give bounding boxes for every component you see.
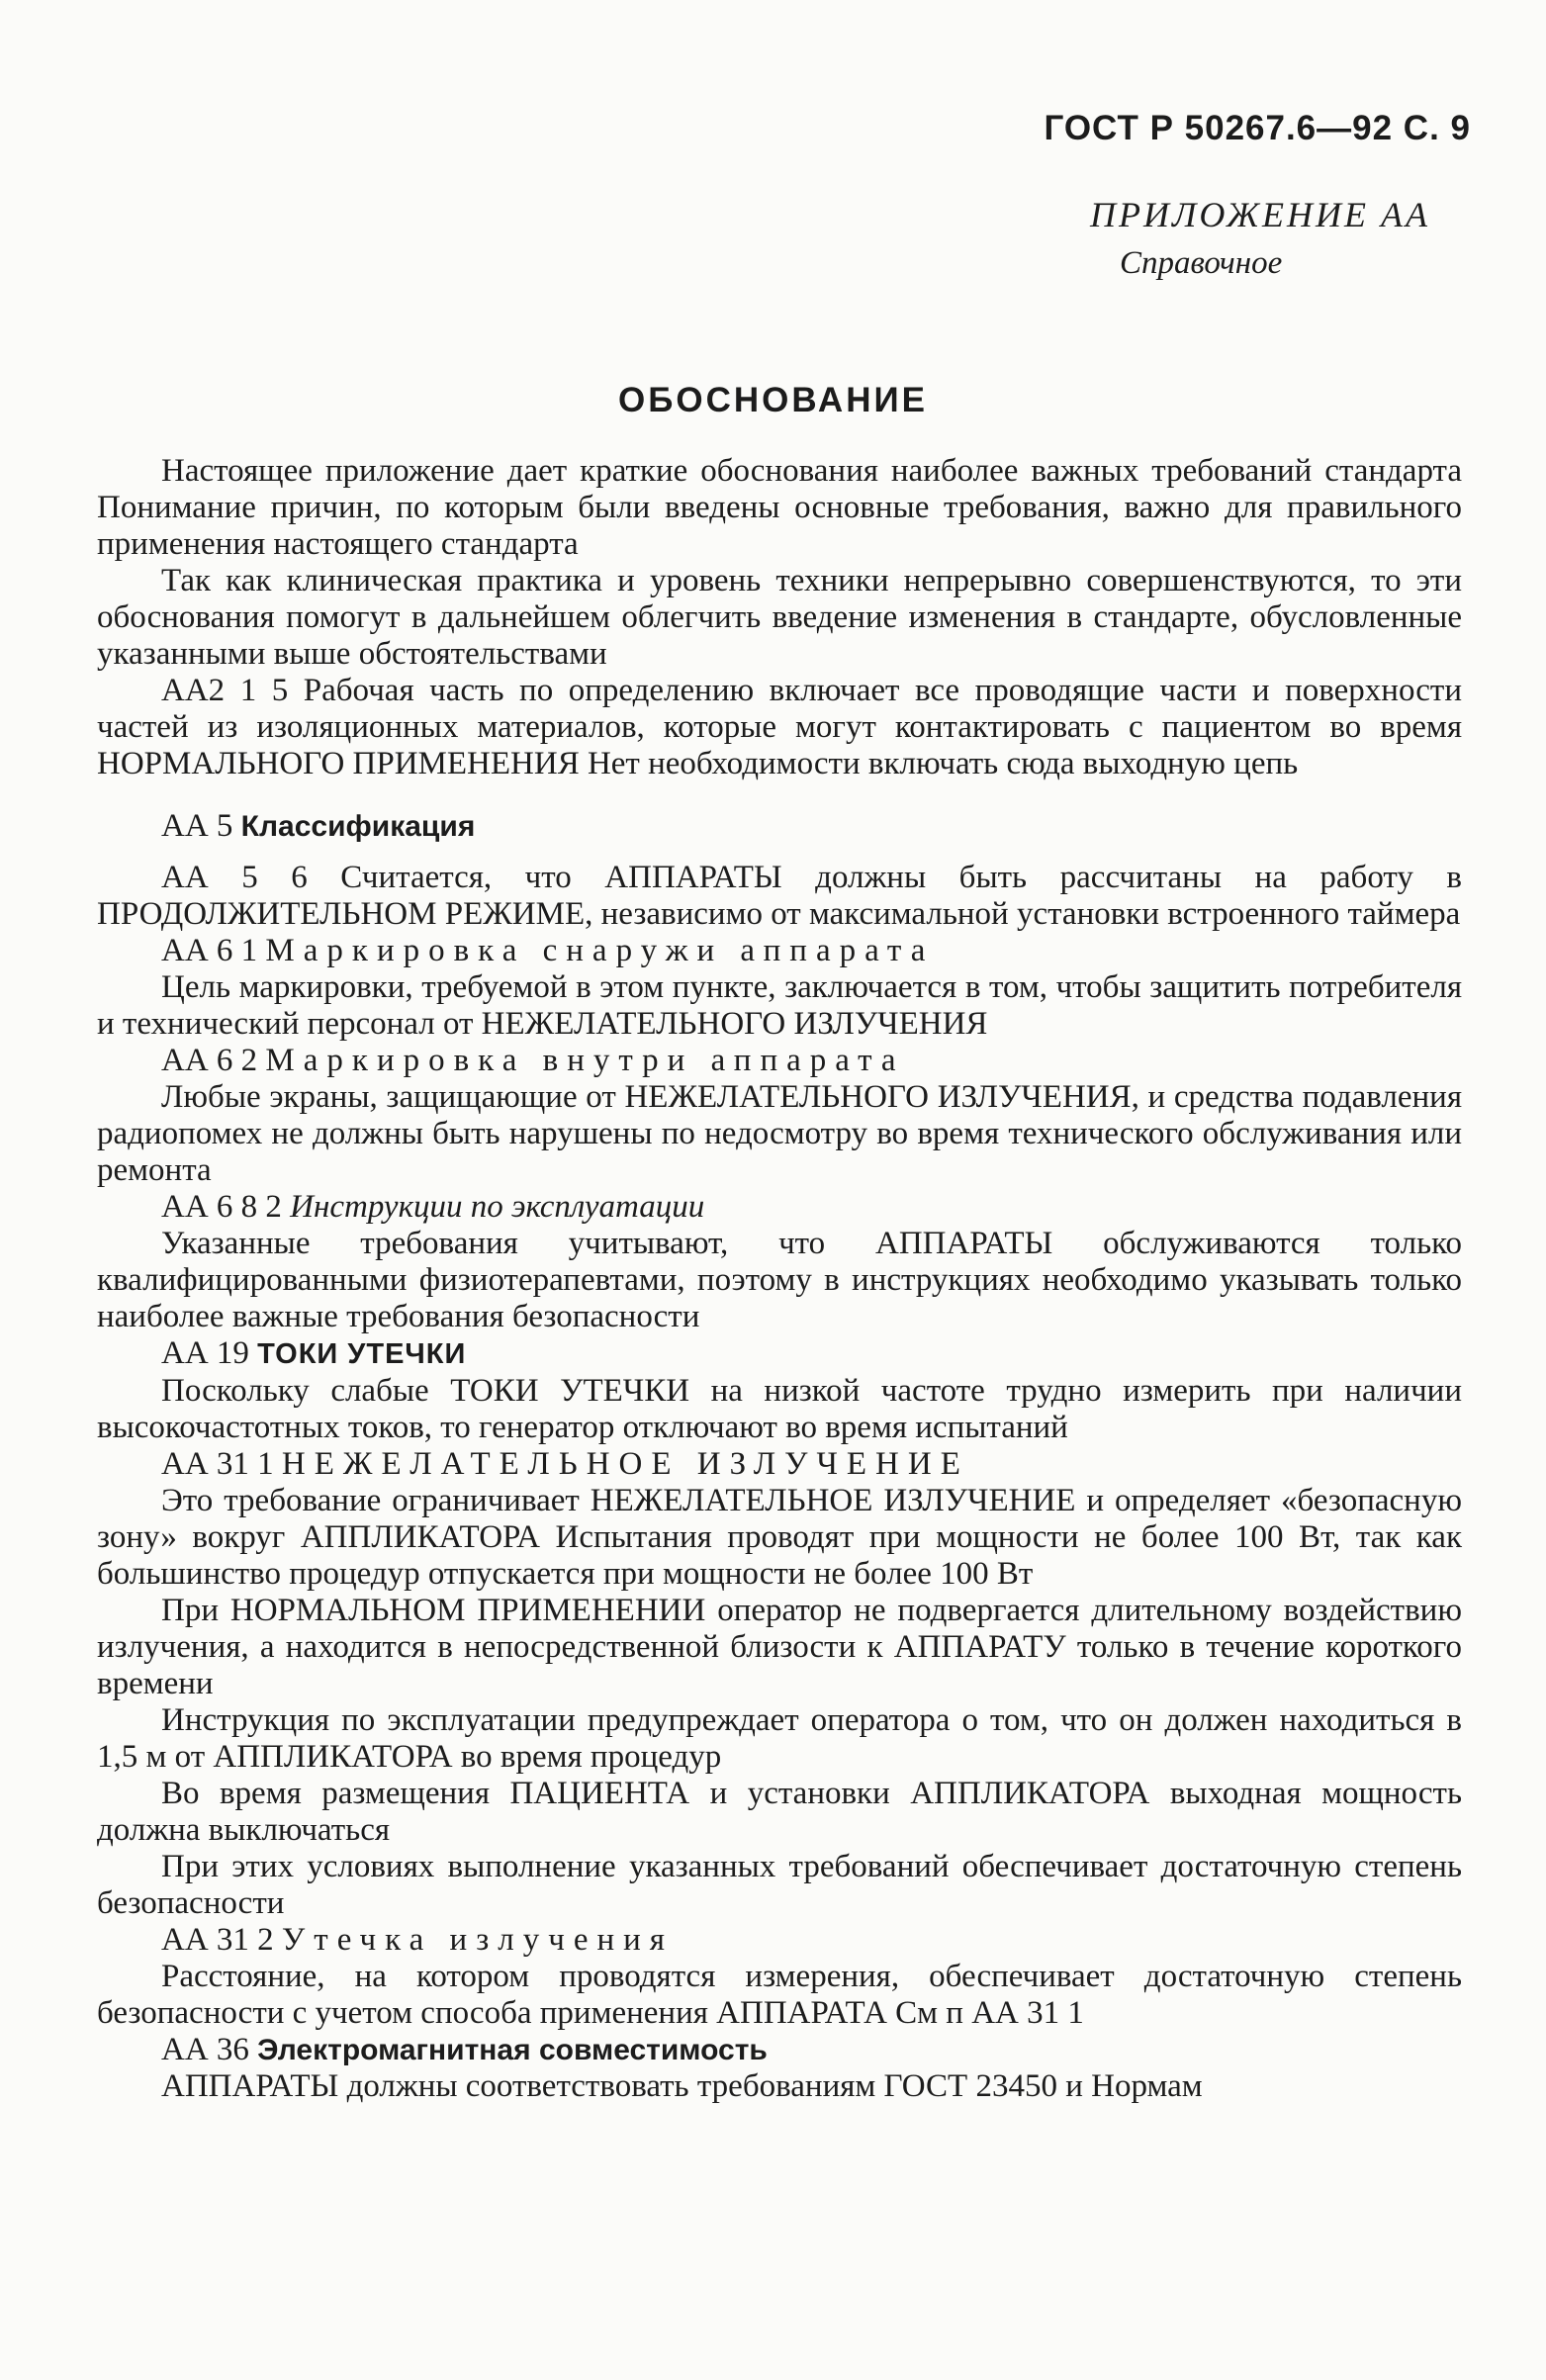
- section-title: Маркировка внутри аппарата: [265, 1043, 905, 1078]
- section-heading-aa36: [97, 2032, 1462, 2068]
- section-title: НЕЖЕЛАТЕЛЬНОЕ ИЗЛУЧЕНИЕ: [281, 1446, 969, 1482]
- paragraph-aa61: Цель маркировки, требуемой в этом пункте, заключается в том, чтобы защитить потребителя и технический персонал от НЕЖЕЛАТЕЛЬНОГО ИЗЛУЧЕНИЯ: [97, 969, 1462, 1042]
- paragraph-aa311-instruction: Инструкция по эксплуатации предупреждает оператора о том, что он должен находиться в 1,5 м от АППЛИКАТОРА во время процедур: [97, 1702, 1462, 1775]
- section-number: АА 31 1: [161, 1446, 274, 1482]
- section-number: АА 19: [161, 1335, 249, 1371]
- paragraph-aa36: АППАРАТЫ должны соответствовать требованиям ГОСТ 23450 и Нормам: [161, 2068, 1203, 2104]
- appendix-status: Справочное: [1120, 245, 1283, 281]
- section-title: Инструкции по эксплуатации: [290, 1189, 705, 1225]
- paragraph-aa56: АА 5 6 Считается, что АППАРАТЫ должны быть рассчитаны на работу в ПРОДОЛЖИТЕЛЬНОМ РЕЖИМЕ, независимо от максимальной установки встроенного таймера: [97, 860, 1462, 932]
- document-title: ОБОСНОВАНИЕ: [618, 381, 928, 419]
- paragraph-aa312: Расстояние, на котором проводятся измерения, обеспечивает достаточную степень безопасности с учетом способа применения АППАРАТА См п АА 31 1: [97, 1959, 1462, 2031]
- section-heading-aa19: [97, 1335, 1462, 1373]
- section-heading-aa311: [97, 1446, 1462, 1483]
- paragraph-aa215: АА2 1 5 Рабочая часть по определению включает все проводящие части и поверхности частей из изоляционных материалов, которые могут контактировать с пациентом во время НОРМАЛЬНОГО ПРИМЕНЕНИЯ Нет необходимости включать сюда выходную цепь: [97, 673, 1462, 781]
- section-number: АА 5: [161, 808, 233, 844]
- section-number: АА 6 2: [161, 1043, 258, 1078]
- paragraph-purpose: Так как клиническая практика и уровень техники непрерывно совершенствуются, то эти обоснования помогут в дальнейшем облегчить введение изменения в стандарте, обусловленные указанными выше обстоятельствами: [97, 563, 1462, 672]
- section-title: Маркировка снаружи аппарата: [265, 933, 935, 968]
- section-heading-aa682: [97, 1189, 1462, 1226]
- paragraph-aa19: Поскольку слабые ТОКИ УТЕЧКИ на низкой частоте трудно измерить при наличии высокочастотных токов, то генератор отключают во время испытаний: [97, 1373, 1462, 1445]
- paragraph-aa311-power: Во время размещения ПАЦИЕНТА и установки АППЛИКАТОРА выходная мощность должна выключаться: [97, 1776, 1462, 1848]
- section-number: АА 6 1: [161, 933, 258, 968]
- section-heading-aa312: [97, 1922, 1462, 1959]
- page-header: ГОСТ Р 50267.6—92 С. 9: [1044, 109, 1471, 147]
- paragraph-aa682: Указанные требования учитывают, что АППАРАТЫ обслуживаются только квалифицированными физиотерапевтами, поэтому в инструкциях необходимо указывать только наиболее важные требования безопасности: [97, 1226, 1462, 1334]
- section-heading-aa62: [97, 1043, 1462, 1079]
- document-body: [97, 453, 1462, 2105]
- section-title: ТОКИ УТЕЧКИ: [257, 1338, 467, 1370]
- section-title: Электромагнитная совместимость: [257, 2034, 768, 2066]
- section-heading-aa61: [97, 933, 1462, 969]
- section-number: АА 31 2: [161, 1922, 274, 1958]
- section-title: Утечка излучения: [281, 1922, 674, 1958]
- section-number: АА 6 8 2: [161, 1189, 282, 1225]
- paragraph-aa311-exposure: При НОРМАЛЬНОМ ПРИМЕНЕНИИ оператор не подвергается длительному воздействию излучения, а находится в непосредственной близости к АППАРАТУ только в течение короткого времени: [97, 1593, 1462, 1701]
- section-number: АА 36: [161, 2032, 249, 2067]
- paragraph-intro: Настоящее приложение дает краткие обоснования наиболее важных требований стандарта Понимание причин, по которым были введены основные требования, важно для правильного применения настоящего стандарта: [97, 453, 1462, 562]
- section-heading-aa5: [97, 808, 1462, 845]
- appendix-label: ПРИЛОЖЕНИЕ АА: [1090, 195, 1430, 234]
- section-title: Классификация: [240, 810, 476, 843]
- paragraph-aa62: Любые экраны, защищающие от НЕЖЕЛАТЕЛЬНОГО ИЗЛУЧЕНИЯ, и средства подавления радиопомех не должны быть нарушены по недосмотру во время технического обслуживания или ремонта: [97, 1079, 1462, 1188]
- paragraph-aa311-zone: Это требование ограничивает НЕЖЕЛАТЕЛЬНОЕ ИЗЛУЧЕНИЕ и определяет «безопасную зону» вокруг АППЛИКАТОРА Испытания проводят при мощности не более 100 Вт, так как большинство процедур отпускается при мощности не более 100 Вт: [97, 1483, 1462, 1592]
- paragraph-aa311-safety: При этих условиях выполнение указанных требований обеспечивает достаточную степень безопасности: [97, 1849, 1462, 1921]
